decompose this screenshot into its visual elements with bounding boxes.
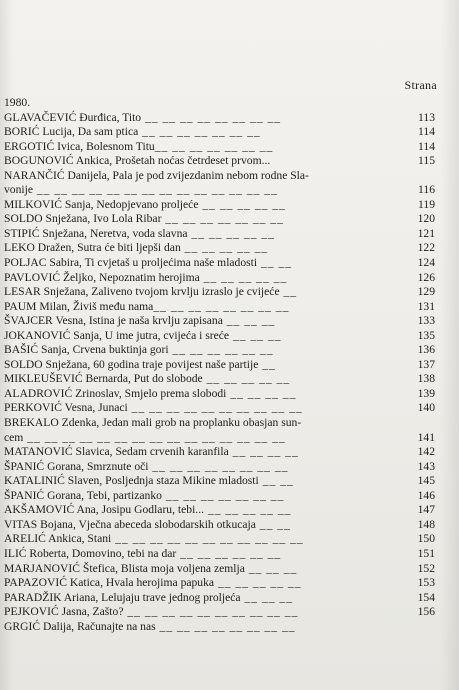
toc-entry-leader: __ __ __ __ __ xyxy=(180,241,269,255)
toc-entry-page-number: 145 xyxy=(417,474,435,488)
toc-entry xyxy=(0,445,459,460)
toc-entry-leader: __ __ __ __ __ __ __ __ __ __ xyxy=(123,605,299,619)
toc-entry-leader: __ __ __ __ __ xyxy=(199,270,288,284)
toc-entry-page-number: 135 xyxy=(417,328,435,342)
toc-entry-page-number: 140 xyxy=(417,401,435,415)
toc-entry-leader: __ __ __ __ __ __ xyxy=(176,546,282,560)
year-heading-row xyxy=(0,96,459,111)
toc-entry-text xyxy=(4,285,297,300)
toc-entry-text xyxy=(4,183,278,198)
toc-entry xyxy=(0,401,459,416)
toc-entry xyxy=(0,125,459,140)
toc-entry-page-number: 153 xyxy=(417,576,435,590)
toc-entry-page-number: 122 xyxy=(417,241,435,255)
toc-entry-text xyxy=(4,314,275,329)
toc-entry xyxy=(0,227,459,242)
toc-entry-page-number: 114 xyxy=(418,125,435,139)
toc-entry xyxy=(0,474,459,489)
toc-entry-page-number: 150 xyxy=(417,532,435,546)
toc-entry-page-number: 131 xyxy=(417,299,435,313)
toc-entry-title: BAŠIĆ Sanja, Crvena buktinja gori xyxy=(4,343,169,357)
toc-entry-leader: __ __ __ __ __ xyxy=(198,197,286,211)
toc-entry-text xyxy=(4,401,303,416)
toc-entry-page-number: 116 xyxy=(418,183,435,197)
toc-entry-page-number: 119 xyxy=(418,197,435,211)
toc-entry xyxy=(0,358,459,373)
toc-entry-title: PAUM Milan, Živiš među nama xyxy=(4,299,154,313)
toc-entry xyxy=(0,329,459,344)
toc-entry xyxy=(0,562,459,577)
toc-entry-text xyxy=(4,169,309,184)
toc-entry-leader: __ __ __ __ __ xyxy=(214,576,302,590)
toc-entry-title: NARANČIĆ Danijela, Pala je pod zvijezdanim nebom rodne Sla- xyxy=(4,168,309,182)
toc-entry xyxy=(0,576,459,591)
toc-entry-text xyxy=(4,212,284,227)
toc-entry-title: KATALINIĆ Slaven, Posljednja staza Mikine mladosti xyxy=(4,474,259,488)
toc-entry-leader: __ xyxy=(258,357,276,371)
toc-entry-leader: __ __ xyxy=(257,256,293,270)
toc-entry-page-number: 115 xyxy=(418,154,435,168)
toc-entry-text xyxy=(4,227,275,242)
toc-entry-title: ŠPANIĆ Gorana, Smrznute oči xyxy=(4,459,149,473)
toc-entry-title: ALADROVIĆ Zrinoslav, Smjelo prema slobodi xyxy=(4,386,227,400)
toc-entry-text xyxy=(4,460,288,475)
toc-entry-title: cem xyxy=(4,430,24,444)
toc-entry-title: PARADŽIK Ariana, Lelujaju trave jednog proljeća xyxy=(4,590,241,604)
toc-entry xyxy=(0,111,459,126)
toc-entry-title: BREKALO Zdenka, Jedan mali grob na proplanku obasjan sun- xyxy=(4,416,302,430)
year-heading: 1980. xyxy=(4,96,31,109)
toc-entry-title: BORIĆ Lucija, Da sam ptica xyxy=(4,125,139,139)
toc-entry-page-number: 141 xyxy=(417,430,435,444)
toc-entry xyxy=(0,503,459,518)
toc-entry-leader: __ __ __ xyxy=(240,590,294,604)
toc-entry-text xyxy=(4,140,273,155)
toc-entry-text xyxy=(4,503,291,518)
toc-entry xyxy=(0,387,459,402)
toc-entry xyxy=(0,460,459,475)
toc-entry-title: GLAVAČEVIĆ Đurđica, Tito xyxy=(4,110,142,124)
toc-entry xyxy=(0,314,459,329)
toc-entry-text xyxy=(4,111,281,126)
toc-entry-title: MATANOVIĆ Slavica, Sedam crvenih karanfila xyxy=(4,445,229,459)
toc-entry-text xyxy=(4,387,296,402)
toc-entry-leader: __ __ __ __ __ xyxy=(204,503,292,517)
toc-entry-title: PAPAZOVIĆ Katica, Hvala herojima papuka xyxy=(4,576,215,590)
toc-entry-title: BOGUNOVIĆ Ankica, Prošetah noćas četrdeset prvom... xyxy=(4,154,271,168)
toc-entry xyxy=(0,416,459,431)
toc-entry-page-number: 114 xyxy=(418,139,435,153)
toc-entry-text xyxy=(4,591,293,606)
toc-entry xyxy=(0,183,459,198)
toc-entry-leader: __ __ __ __ __ __ xyxy=(168,343,274,357)
toc-entry xyxy=(0,198,459,213)
toc-entry xyxy=(0,169,459,184)
toc-entry xyxy=(0,532,459,547)
toc-entry-text xyxy=(4,256,292,271)
toc-entry-leader: __ __ __ __ __ __ __ __ xyxy=(141,110,282,124)
toc-entry-page-number: 146 xyxy=(417,488,435,502)
toc-entry-text xyxy=(4,271,287,286)
toc-entry-title: LEKO Dražen, Sutra će biti ljepši dan xyxy=(4,241,181,255)
toc-entry-text xyxy=(4,372,290,387)
toc-entry xyxy=(0,212,459,227)
toc-entry-title: GRGIĆ Dalija, Računajte na nas xyxy=(4,619,156,633)
toc-entry xyxy=(0,518,459,533)
toc-entry xyxy=(0,271,459,286)
toc-entry xyxy=(0,489,459,504)
toc-entry-page-number: 142 xyxy=(417,445,435,459)
toc-entry-title: ILIĆ Roberta, Domovino, tebi na dar xyxy=(4,546,177,560)
toc-entry-title: SOLDO Snježana, Ivo Lola Ribar xyxy=(4,212,162,226)
toc-entry-page-number: 133 xyxy=(417,314,435,328)
toc-entry-page-number: 151 xyxy=(417,546,435,560)
toc-entry xyxy=(0,605,459,620)
toc-entry-title: PERKOVIĆ Vesna, Junaci xyxy=(4,401,128,415)
page-column-heading: Strana xyxy=(404,78,437,92)
toc-entry-text xyxy=(4,474,294,489)
toc-entry-leader: __ __ __ xyxy=(229,328,282,342)
toc-entry-text xyxy=(4,431,286,446)
toc-entry-page-number: 121 xyxy=(417,226,435,240)
toc-entry-title: ŠPANIĆ Gorana, Tebi, partizanko xyxy=(4,488,162,502)
toc-entry-title: PAVLOVIĆ Željko, Nepoznatim herojima xyxy=(4,270,200,284)
toc-entry-leader: __ __ __ __ __ __ __ __ __ __ __ xyxy=(111,532,304,546)
toc-entry-page-number: 138 xyxy=(417,372,435,386)
toc-entry-title: MILKOVIĆ Sanja, Nedopjevano proljeće xyxy=(4,197,199,211)
toc-entry-text xyxy=(4,620,296,635)
toc-entry-leader: __ __ __ __ __ __ __ xyxy=(138,125,261,139)
toc-entry-title: MARJANOVIĆ Štefica, Blista moja voljena zemlja xyxy=(4,561,245,575)
toc-entry-leader: __ __ __ __ __ __ __ xyxy=(161,488,285,502)
toc-entry-leader: __ __ __ __ __ __ __ xyxy=(154,139,274,153)
toc-entry-leader: __ __ __ __ __ xyxy=(187,226,275,240)
toc-entry xyxy=(0,256,459,271)
toc-entry-page-number: 137 xyxy=(417,357,435,371)
toc-entry-text xyxy=(4,416,301,431)
toc-entry-leader: __ __ xyxy=(258,474,294,488)
toc-entry-title: PEJKOVIĆ Jasna, Zašto? xyxy=(4,605,124,619)
toc-entry-page-number: 152 xyxy=(417,561,435,575)
toc-entry-text xyxy=(4,125,261,140)
toc-entry-text xyxy=(4,445,299,460)
toc-entry-page-number: 124 xyxy=(417,256,435,270)
toc-entry xyxy=(0,343,459,358)
toc-entry-page-number: 154 xyxy=(417,590,435,604)
toc-entry-text xyxy=(4,547,281,562)
toc-entry-title: ARELIĆ Ankica, Stani xyxy=(4,532,112,546)
toc-entry-leader: __ __ __ __ __ __ __ __ xyxy=(155,619,296,633)
toc-entry xyxy=(0,591,459,606)
toc-entry-leader: __ __ __ __ __ __ __ __ __ __ __ __ __ __ xyxy=(32,183,278,197)
toc-entry xyxy=(0,140,459,155)
toc-entry-text xyxy=(4,489,284,504)
toc-entry-title: AKŠAMOVIĆ Ana, Josipu Godlaru, tebi... xyxy=(4,503,204,517)
toc-entry-leader: __ __ __ __ __ __ __ __ __ __ xyxy=(127,401,303,415)
toc-entry-title: LESAR Snježana, Zaliveno tvojom krvlju izraslo je cvijeće xyxy=(4,285,280,299)
toc-entry-leader: __ xyxy=(279,285,298,299)
toc-entry-title: ERGOTIĆ Ivica, Bolesnom Titu xyxy=(4,139,155,153)
toc-entry xyxy=(0,300,459,315)
toc-entry-text xyxy=(4,605,298,620)
toc-entry-text xyxy=(4,518,291,533)
toc-entry-page-number: 136 xyxy=(417,343,435,357)
toc-entry-page-number: 126 xyxy=(417,270,435,284)
toc-entry-leader: __ __ __ __ __ __ __ __ xyxy=(153,299,290,313)
toc-entry-title: STIPIĆ Snježana, Neretva, voda slavna xyxy=(4,226,188,240)
toc-entry-title: vonije xyxy=(4,183,33,197)
toc-entry-title: VITAS Bojana, Vječna abeceda slobodarskih otkucaja xyxy=(4,517,256,531)
toc-entry-leader: __ __ __ xyxy=(222,314,276,328)
toc-entry-leader: __ __ __ xyxy=(244,561,298,575)
toc-entry-text xyxy=(4,576,302,591)
toc-entry-text xyxy=(4,154,270,169)
toc-entry-text xyxy=(4,198,286,213)
toc-entry-text xyxy=(4,241,268,256)
table-of-contents xyxy=(0,96,459,634)
toc-entry-text xyxy=(4,343,274,358)
toc-entry-leader: __ __ __ __ __ xyxy=(202,372,291,386)
toc-entry-text xyxy=(4,300,289,315)
toc-entry-page-number: 148 xyxy=(417,517,435,531)
toc-entry xyxy=(0,620,459,635)
toc-entry-page-number: 129 xyxy=(417,285,435,299)
toc-entry-leader: __ __ __ __ __ __ __ __ __ __ __ __ __ __ __ xyxy=(23,430,286,444)
toc-entry-title: POLJAC Sabira, Ti cvjetaš u proljećima naše mladosti xyxy=(4,256,258,270)
toc-entry-page-number: 113 xyxy=(418,110,435,124)
toc-entry-title: MIKLEUŠEVIĆ Bernarda, Put do slobode xyxy=(4,372,203,386)
toc-entry xyxy=(0,431,459,446)
toc-entry-text xyxy=(4,562,297,577)
toc-entry xyxy=(0,547,459,562)
toc-entry xyxy=(0,154,459,169)
toc-entry-title: JOKANOVIĆ Sanja, U ime jutra, cvijeća i sreće xyxy=(4,328,230,342)
toc-entry-title: SOLDO Snježana, 60 godina traje povijest naše partije xyxy=(4,357,259,371)
toc-entry-page-number: 143 xyxy=(417,459,435,473)
toc-entry-page-number: 156 xyxy=(417,605,435,619)
toc-entry-page-number: 120 xyxy=(417,212,435,226)
toc-entry-title: ŠVAJCER Vesna, Istina je naša krvlju zapisana xyxy=(4,314,223,328)
toc-entry-leader: __ __ __ __ __ __ __ xyxy=(161,212,284,226)
toc-entry-text xyxy=(4,358,276,373)
toc-entry-page-number: 139 xyxy=(417,386,435,400)
toc-entry-leader: __ __ __ __ xyxy=(226,386,297,400)
toc-entry-text xyxy=(4,532,304,547)
toc-entry xyxy=(0,372,459,387)
toc-entry-text xyxy=(4,329,282,344)
toc-entry-page-number: 147 xyxy=(417,503,435,517)
toc-entry-leader: __ __ __ __ __ __ __ __ xyxy=(148,459,289,473)
toc-entry-leader: __ __ xyxy=(255,517,291,531)
toc-entry xyxy=(0,285,459,300)
toc-entry xyxy=(0,241,459,256)
toc-entry-leader: __ __ __ __ xyxy=(228,445,299,459)
